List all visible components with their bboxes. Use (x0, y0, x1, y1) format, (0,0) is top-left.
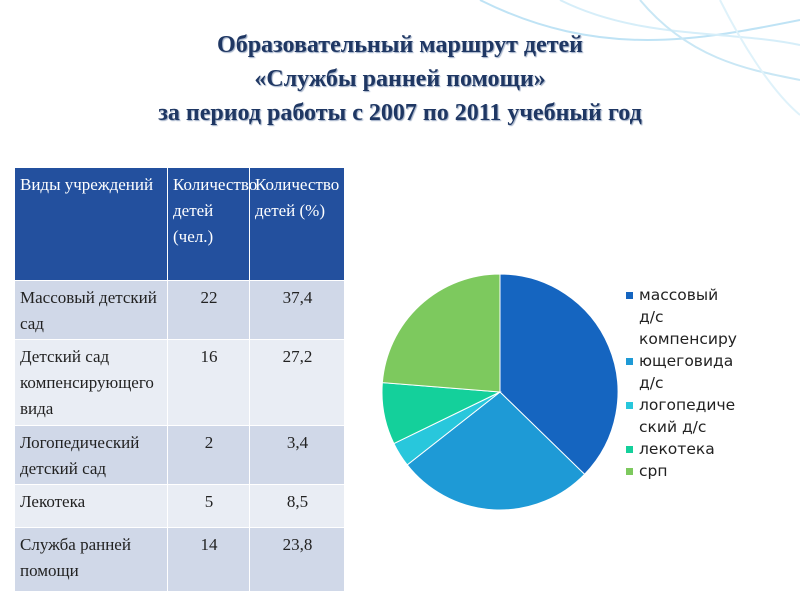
legend-swatch (626, 468, 633, 475)
table-row (15, 281, 345, 340)
table-row (15, 426, 345, 485)
column-header-type: Виды учреждений (15, 168, 168, 281)
cell-type: Лекотека (15, 485, 168, 528)
page-title (0, 28, 800, 130)
cell-percent: 23,8 (250, 528, 345, 592)
pie-slice-4 (382, 274, 500, 392)
legend-swatch (626, 402, 633, 409)
table-header-row (15, 168, 345, 281)
cell-count: 5 (168, 485, 250, 528)
legend-line (626, 372, 786, 394)
legend-swatch (626, 358, 633, 365)
cell-type: Логопедический детский сад (15, 426, 168, 485)
legend-label: компенсиру (639, 330, 737, 348)
legend-line (626, 416, 786, 438)
legend-label: срп (639, 462, 668, 480)
table-row (15, 340, 345, 426)
legend-label: ющеговида (639, 352, 734, 370)
legend-label: массовый (639, 286, 719, 304)
cell-count: 16 (168, 340, 250, 426)
legend-label: лекотека (639, 440, 715, 458)
legend-line (626, 306, 786, 328)
cell-percent: 37,4 (250, 281, 345, 340)
table-row (15, 485, 345, 528)
cell-count: 2 (168, 426, 250, 485)
legend-line (626, 438, 786, 460)
legend-swatch (626, 292, 633, 299)
legend-line (626, 394, 786, 416)
legend-swatch (626, 446, 633, 453)
cell-percent: 3,4 (250, 426, 345, 485)
column-header-percent: Количество детей (%) (250, 168, 345, 281)
legend-label: д/с (639, 308, 664, 326)
cell-count: 22 (168, 281, 250, 340)
title-line-3: за период работы с 2007 по 2011 учебный год (158, 100, 642, 126)
column-header-count: Количество детей (чел.) (168, 168, 250, 281)
legend-label: ский д/с (639, 418, 707, 436)
cell-type: Детский сад компенсирующего вида (15, 340, 168, 426)
chart-legend (626, 284, 786, 482)
legend-line (626, 328, 786, 350)
cell-type: Служба ранней помощи (15, 528, 168, 592)
legend-line (626, 284, 786, 306)
legend-label: логопедиче (639, 396, 736, 414)
legend-label: д/с (639, 374, 664, 392)
data-table (14, 167, 345, 592)
cell-percent: 8,5 (250, 485, 345, 528)
cell-count: 14 (168, 528, 250, 592)
legend-line (626, 350, 786, 372)
title-line-1: Образовательный маршрут детей (217, 32, 583, 58)
cell-percent: 27,2 (250, 340, 345, 426)
pie-chart (370, 262, 630, 522)
title-line-2: «Службы ранней помощи» (254, 66, 546, 92)
cell-type: Массовый детский сад (15, 281, 168, 340)
legend-line (626, 460, 786, 482)
table-row (15, 528, 345, 592)
